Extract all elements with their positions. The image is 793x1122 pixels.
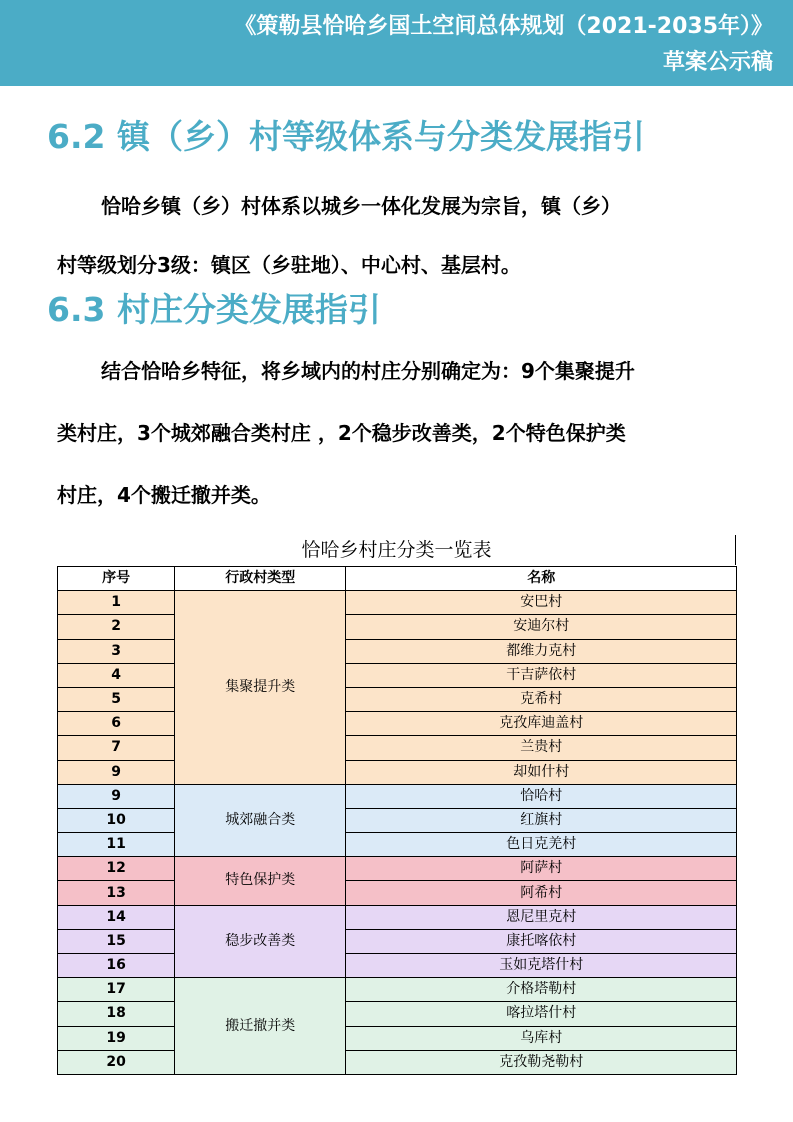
table-row	[58, 591, 737, 615]
row-seq: 13	[58, 881, 175, 905]
header-name: 名称	[346, 567, 737, 591]
row-village-name: 阿萨村	[346, 857, 737, 881]
row-seq: 16	[58, 954, 175, 978]
row-village-name: 却如什村	[346, 760, 737, 784]
table-row	[58, 639, 737, 663]
table-row	[58, 808, 737, 832]
row-village-name: 干吉萨依村	[346, 663, 737, 687]
village-classification-table	[57, 566, 737, 1075]
row-seq: 9	[58, 760, 175, 784]
row-seq: 12	[58, 857, 175, 881]
row-seq: 7	[58, 736, 175, 760]
paragraph-line: 类村庄，3个城郊融合类村庄 ，2个稳步改善类，2个特色保护类	[57, 421, 626, 445]
row-village-name: 恰哈村	[346, 784, 737, 808]
group-type-cell: 城郊融合类	[175, 784, 346, 857]
row-village-name: 阿希村	[346, 881, 737, 905]
row-village-name: 克孜库迪盖村	[346, 712, 737, 736]
table-row	[58, 1050, 737, 1074]
table-row	[58, 833, 737, 857]
table-title: 恰哈乡村庄分类一览表	[301, 539, 492, 561]
section-6-3-paragraph	[57, 340, 747, 526]
row-seq: 6	[58, 712, 175, 736]
row-village-name: 兰贵村	[346, 736, 737, 760]
table-row	[58, 881, 737, 905]
row-village-name: 恩尼里克村	[346, 905, 737, 929]
row-seq: 5	[58, 687, 175, 711]
group-type-cell: 稳步改善类	[175, 905, 346, 978]
table-row	[58, 1002, 737, 1026]
table-row	[58, 954, 737, 978]
row-village-name: 玉如克塔什村	[346, 954, 737, 978]
row-village-name: 安迪尔村	[346, 615, 737, 639]
table-body	[58, 591, 737, 1075]
row-village-name: 安巴村	[346, 591, 737, 615]
header-type: 行政村类型	[175, 567, 346, 591]
row-village-name: 乌库村	[346, 1026, 737, 1050]
row-village-name: 克孜勒尧勒村	[346, 1050, 737, 1074]
table-row	[58, 663, 737, 687]
paragraph-line: 恰哈乡镇（乡）村体系以城乡一体化发展为宗旨，镇（乡）	[101, 194, 621, 218]
table-row	[58, 929, 737, 953]
header-seq: 序号	[58, 567, 175, 591]
row-village-name: 红旗村	[346, 808, 737, 832]
section-heading-6-2: 6.2 镇（乡）村等级体系与分类发展指引	[47, 117, 645, 156]
row-seq: 15	[58, 929, 175, 953]
row-seq: 17	[58, 978, 175, 1002]
table-row	[58, 712, 737, 736]
row-seq: 14	[58, 905, 175, 929]
group-type-cell: 搬迁撤并类	[175, 978, 346, 1075]
row-seq: 3	[58, 639, 175, 663]
row-seq: 1	[58, 591, 175, 615]
row-village-name: 介格塔勒村	[346, 978, 737, 1002]
table-header-row	[58, 567, 737, 591]
row-village-name: 康托喀依村	[346, 929, 737, 953]
row-seq: 10	[58, 808, 175, 832]
row-village-name: 色日克羌村	[346, 833, 737, 857]
table-row	[58, 978, 737, 1002]
table-row	[58, 687, 737, 711]
row-seq: 11	[58, 833, 175, 857]
row-seq: 4	[58, 663, 175, 687]
row-seq: 9	[58, 784, 175, 808]
table-row	[58, 615, 737, 639]
table-row	[58, 857, 737, 881]
table-row	[58, 1026, 737, 1050]
row-village-name: 都维力克村	[346, 639, 737, 663]
row-village-name: 克希村	[346, 687, 737, 711]
section-heading-6-3: 6.3 村庄分类发展指引	[47, 290, 381, 329]
table-title-border	[735, 535, 736, 565]
paragraph-line: 村等级划分3级：镇区（乡驻地）、中心村、基层村。	[57, 253, 521, 277]
table-row	[58, 784, 737, 808]
table-row	[58, 736, 737, 760]
group-type-cell: 特色保护类	[175, 857, 346, 905]
table-row	[58, 760, 737, 784]
paragraph-line: 结合恰哈乡特征，将乡域内的村庄分别确定为：9个集聚提升	[101, 359, 635, 383]
header-banner	[0, 0, 793, 86]
document-subtitle: 草案公示稿	[662, 50, 773, 75]
table-row	[58, 905, 737, 929]
document-title: 《策勒县恰哈乡国土空间总体规划（2021-2035年）》	[234, 14, 773, 39]
row-seq: 19	[58, 1026, 175, 1050]
row-village-name: 喀拉塔什村	[346, 1002, 737, 1026]
row-seq: 18	[58, 1002, 175, 1026]
paragraph-line: 村庄，4个搬迁撤并类。	[57, 483, 271, 507]
group-type-cell: 集聚提升类	[175, 591, 346, 785]
row-seq: 2	[58, 615, 175, 639]
row-seq: 20	[58, 1050, 175, 1074]
section-6-2-paragraph	[57, 177, 747, 295]
